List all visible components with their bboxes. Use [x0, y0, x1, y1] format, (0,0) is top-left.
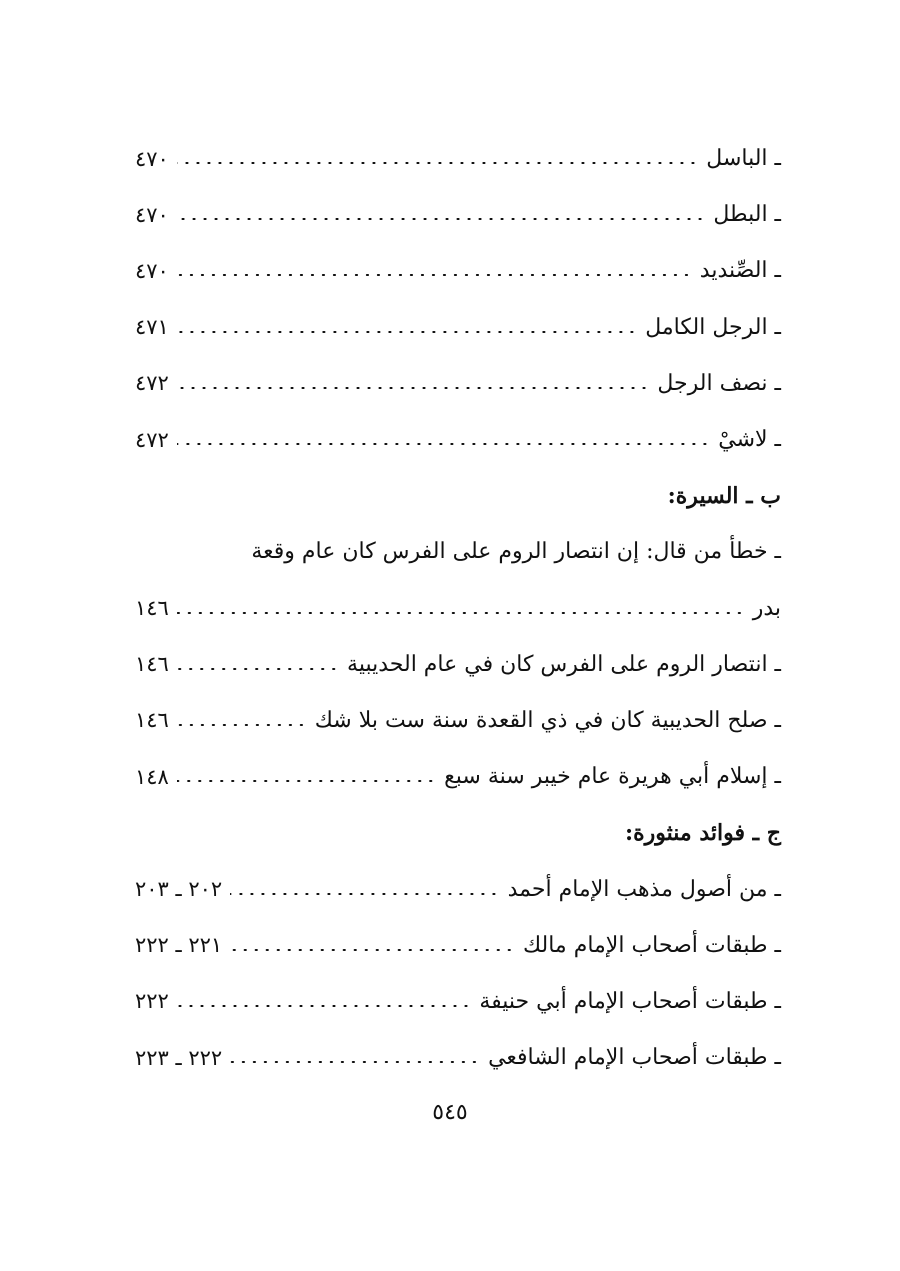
index-entry	[135, 356, 781, 412]
dot-leader	[177, 443, 710, 445]
dot-leader	[177, 387, 650, 389]
entry-label: ـ إسلام أبي هريرة عام خيبر سنة سبع	[444, 764, 781, 790]
entry-label: ـ طبقات أصحاب الإمام أبي حنيفة	[479, 988, 781, 1014]
entry-page-ref: ١٤٨	[135, 764, 169, 789]
entry-label: ـ خطأ من قال: إن انتصار الروم على الفرس كان عام وقعة	[251, 539, 781, 565]
entry-page-ref: ٤٧٢	[135, 371, 169, 396]
entry-label: ـ لاشيْ	[718, 427, 781, 453]
entry-label: ـ الرجل الكامل	[645, 314, 781, 340]
index-entry	[135, 1030, 781, 1086]
page-number: ٥٤٥	[432, 1100, 468, 1125]
index-entry	[135, 974, 781, 1030]
entry-page-ref: ١٤٦	[135, 652, 169, 677]
index-entry	[135, 131, 781, 187]
entry-label: ـ البطل	[713, 202, 781, 228]
dot-leader	[230, 949, 515, 951]
entry-label: ـ طبقات أصحاب الإمام الشافعي	[488, 1045, 781, 1071]
entry-label: ـ الصِّنديد	[699, 258, 781, 284]
index-entry	[135, 693, 781, 749]
entry-page-ref: ١٤٦	[135, 596, 169, 621]
entry-label: ـ صلح الحديبية كان في ذي القعدة سنة ست بلا شك	[314, 707, 781, 733]
entry-label: ـ نصف الرجل	[657, 370, 781, 396]
dot-leader	[177, 780, 436, 782]
entry-page-ref: ٢٢٢ ـ ٢٢٣	[135, 1045, 223, 1070]
section-heading	[135, 805, 781, 861]
index-entries	[135, 131, 781, 1086]
dot-leader	[177, 724, 307, 726]
dot-leader	[177, 218, 706, 220]
entry-label: ـ طبقات أصحاب الإمام مالك	[522, 932, 781, 958]
index-entry	[135, 412, 781, 468]
entry-page-ref: ٤٧٠	[135, 146, 169, 171]
entry-page-ref: ٢٢١ ـ ٢٢٢	[135, 933, 223, 958]
section-heading	[135, 468, 781, 524]
index-entry	[135, 749, 781, 805]
dot-leader	[177, 612, 745, 614]
dot-leader	[177, 274, 692, 276]
dot-leader	[177, 162, 698, 164]
entry-page-ref: ٢٠٢ ـ ٢٠٣	[135, 877, 223, 902]
index-entry	[135, 637, 781, 693]
entry-text-line	[135, 524, 781, 580]
entry-label: ـ من أصول مذهب الإمام أحمد	[507, 876, 781, 902]
dot-leader	[177, 1005, 472, 1007]
entry-label: ـ انتصار الروم على الفرس كان في عام الحديبية	[347, 651, 781, 677]
entry-page-ref: ٤٧٢	[135, 427, 169, 452]
index-entry	[135, 300, 781, 356]
entry-page-ref: ٤٧٠	[135, 202, 169, 227]
index-entry	[135, 243, 781, 299]
entry-page-ref: ١٤٦	[135, 708, 169, 733]
entry-label: ـ الباسل	[706, 146, 781, 172]
dot-leader	[230, 893, 499, 895]
index-entry	[135, 187, 781, 243]
dot-leader	[177, 331, 637, 333]
index-entry	[135, 581, 781, 637]
entry-page-ref: ٢٢٢	[135, 989, 169, 1014]
entry-label: بدر	[752, 595, 781, 621]
dot-leader	[177, 668, 339, 670]
entry-label: ج ـ فوائد منثورة:	[625, 820, 781, 847]
index-entry	[135, 918, 781, 974]
entry-page-ref: ٤٧٠	[135, 258, 169, 283]
index-entry	[135, 861, 781, 917]
entry-page-ref: ٤٧١	[135, 315, 169, 340]
entry-label: ب ـ السيرة:	[667, 483, 781, 510]
dot-leader	[230, 1061, 480, 1063]
